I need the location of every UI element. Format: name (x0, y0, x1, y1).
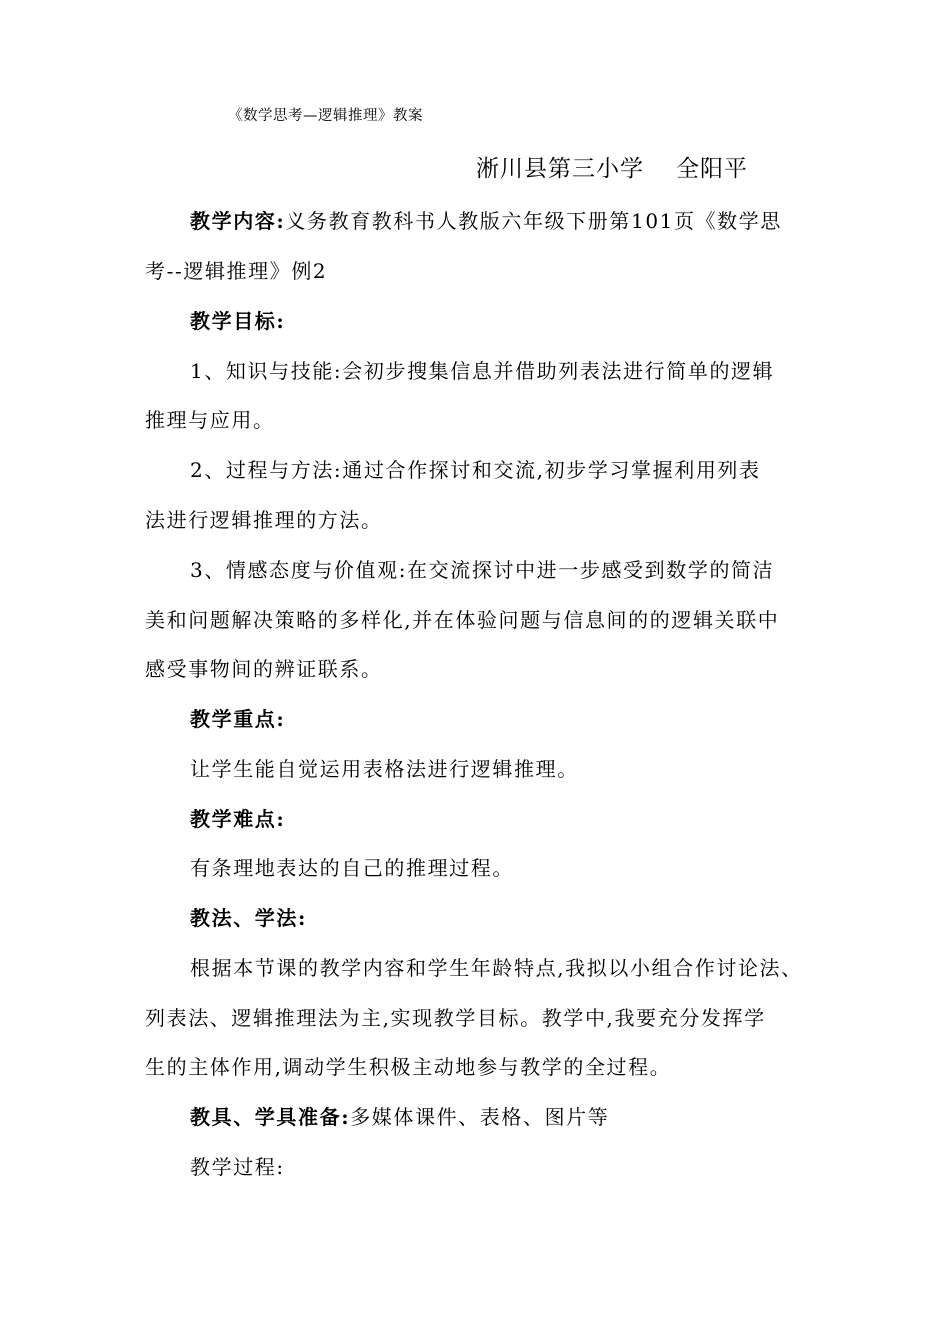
goal-2-line-1: 2、过程与方法:通过合作探讨和交流,初步学习掌握利用列表 (190, 458, 761, 482)
teaching-content-text-cont: 考--逻辑推理》例2 (145, 259, 328, 283)
goal-2-line-2: 法进行逻辑推理的方法。 (145, 508, 383, 532)
teaching-content-text: 义务教育教科书人教版六年级下册第101页《数学思 (285, 209, 782, 233)
difficulty-heading: 教学难点: (190, 807, 286, 831)
methods-line-1: 根据本节课的教学内容和学生年龄特点,我拟以小组合作讨论法、 (190, 956, 803, 980)
teaching-content-label: 教学内容: (190, 209, 286, 233)
key-point-heading: 教学重点: (190, 707, 286, 731)
school-name: 淅川县第三小学 (476, 156, 644, 182)
teaching-content-line (190, 209, 782, 233)
materials-text: 多媒体课件、表格、图片等 (350, 1105, 610, 1129)
goal-3-line-2: 美和问题解决策略的多样化,并在体验问题与信息间的的逻辑关联中 (145, 608, 780, 632)
author-line (476, 155, 748, 183)
goal-3-line-1: 3、情感态度与价值观:在交流探讨中进一步感受到数学的简洁 (190, 558, 775, 582)
teaching-goals-heading: 教学目标: (190, 309, 286, 333)
author-name: 全阳平 (676, 156, 748, 182)
methods-heading: 教法、学法: (190, 906, 307, 930)
document-title: 《数学思考—逻辑推理》教案 (228, 108, 423, 124)
goal-1-line-2: 推理与应用。 (145, 408, 275, 432)
methods-line-3: 生的主体作用,调动学生积极主动地参与教学的全过程。 (145, 1055, 672, 1079)
goal-1-line-1: 1、知识与技能:会初步搜集信息并借助列表法进行简单的逻辑 (190, 359, 775, 383)
difficulty-text: 有条理地表达的自己的推理过程。 (190, 856, 514, 880)
goal-3-line-3: 感受事物间的辨证联系。 (145, 657, 383, 681)
key-point-text: 让学生能自觉运用表格法进行逻辑推理。 (190, 757, 579, 781)
methods-line-2: 列表法、逻辑推理法为主,实现教学目标。教学中,我要充分发挥学 (145, 1006, 766, 1030)
materials-line (190, 1105, 609, 1129)
process-heading: 教学过程: (190, 1155, 285, 1179)
materials-label: 教具、学具准备: (190, 1105, 351, 1129)
